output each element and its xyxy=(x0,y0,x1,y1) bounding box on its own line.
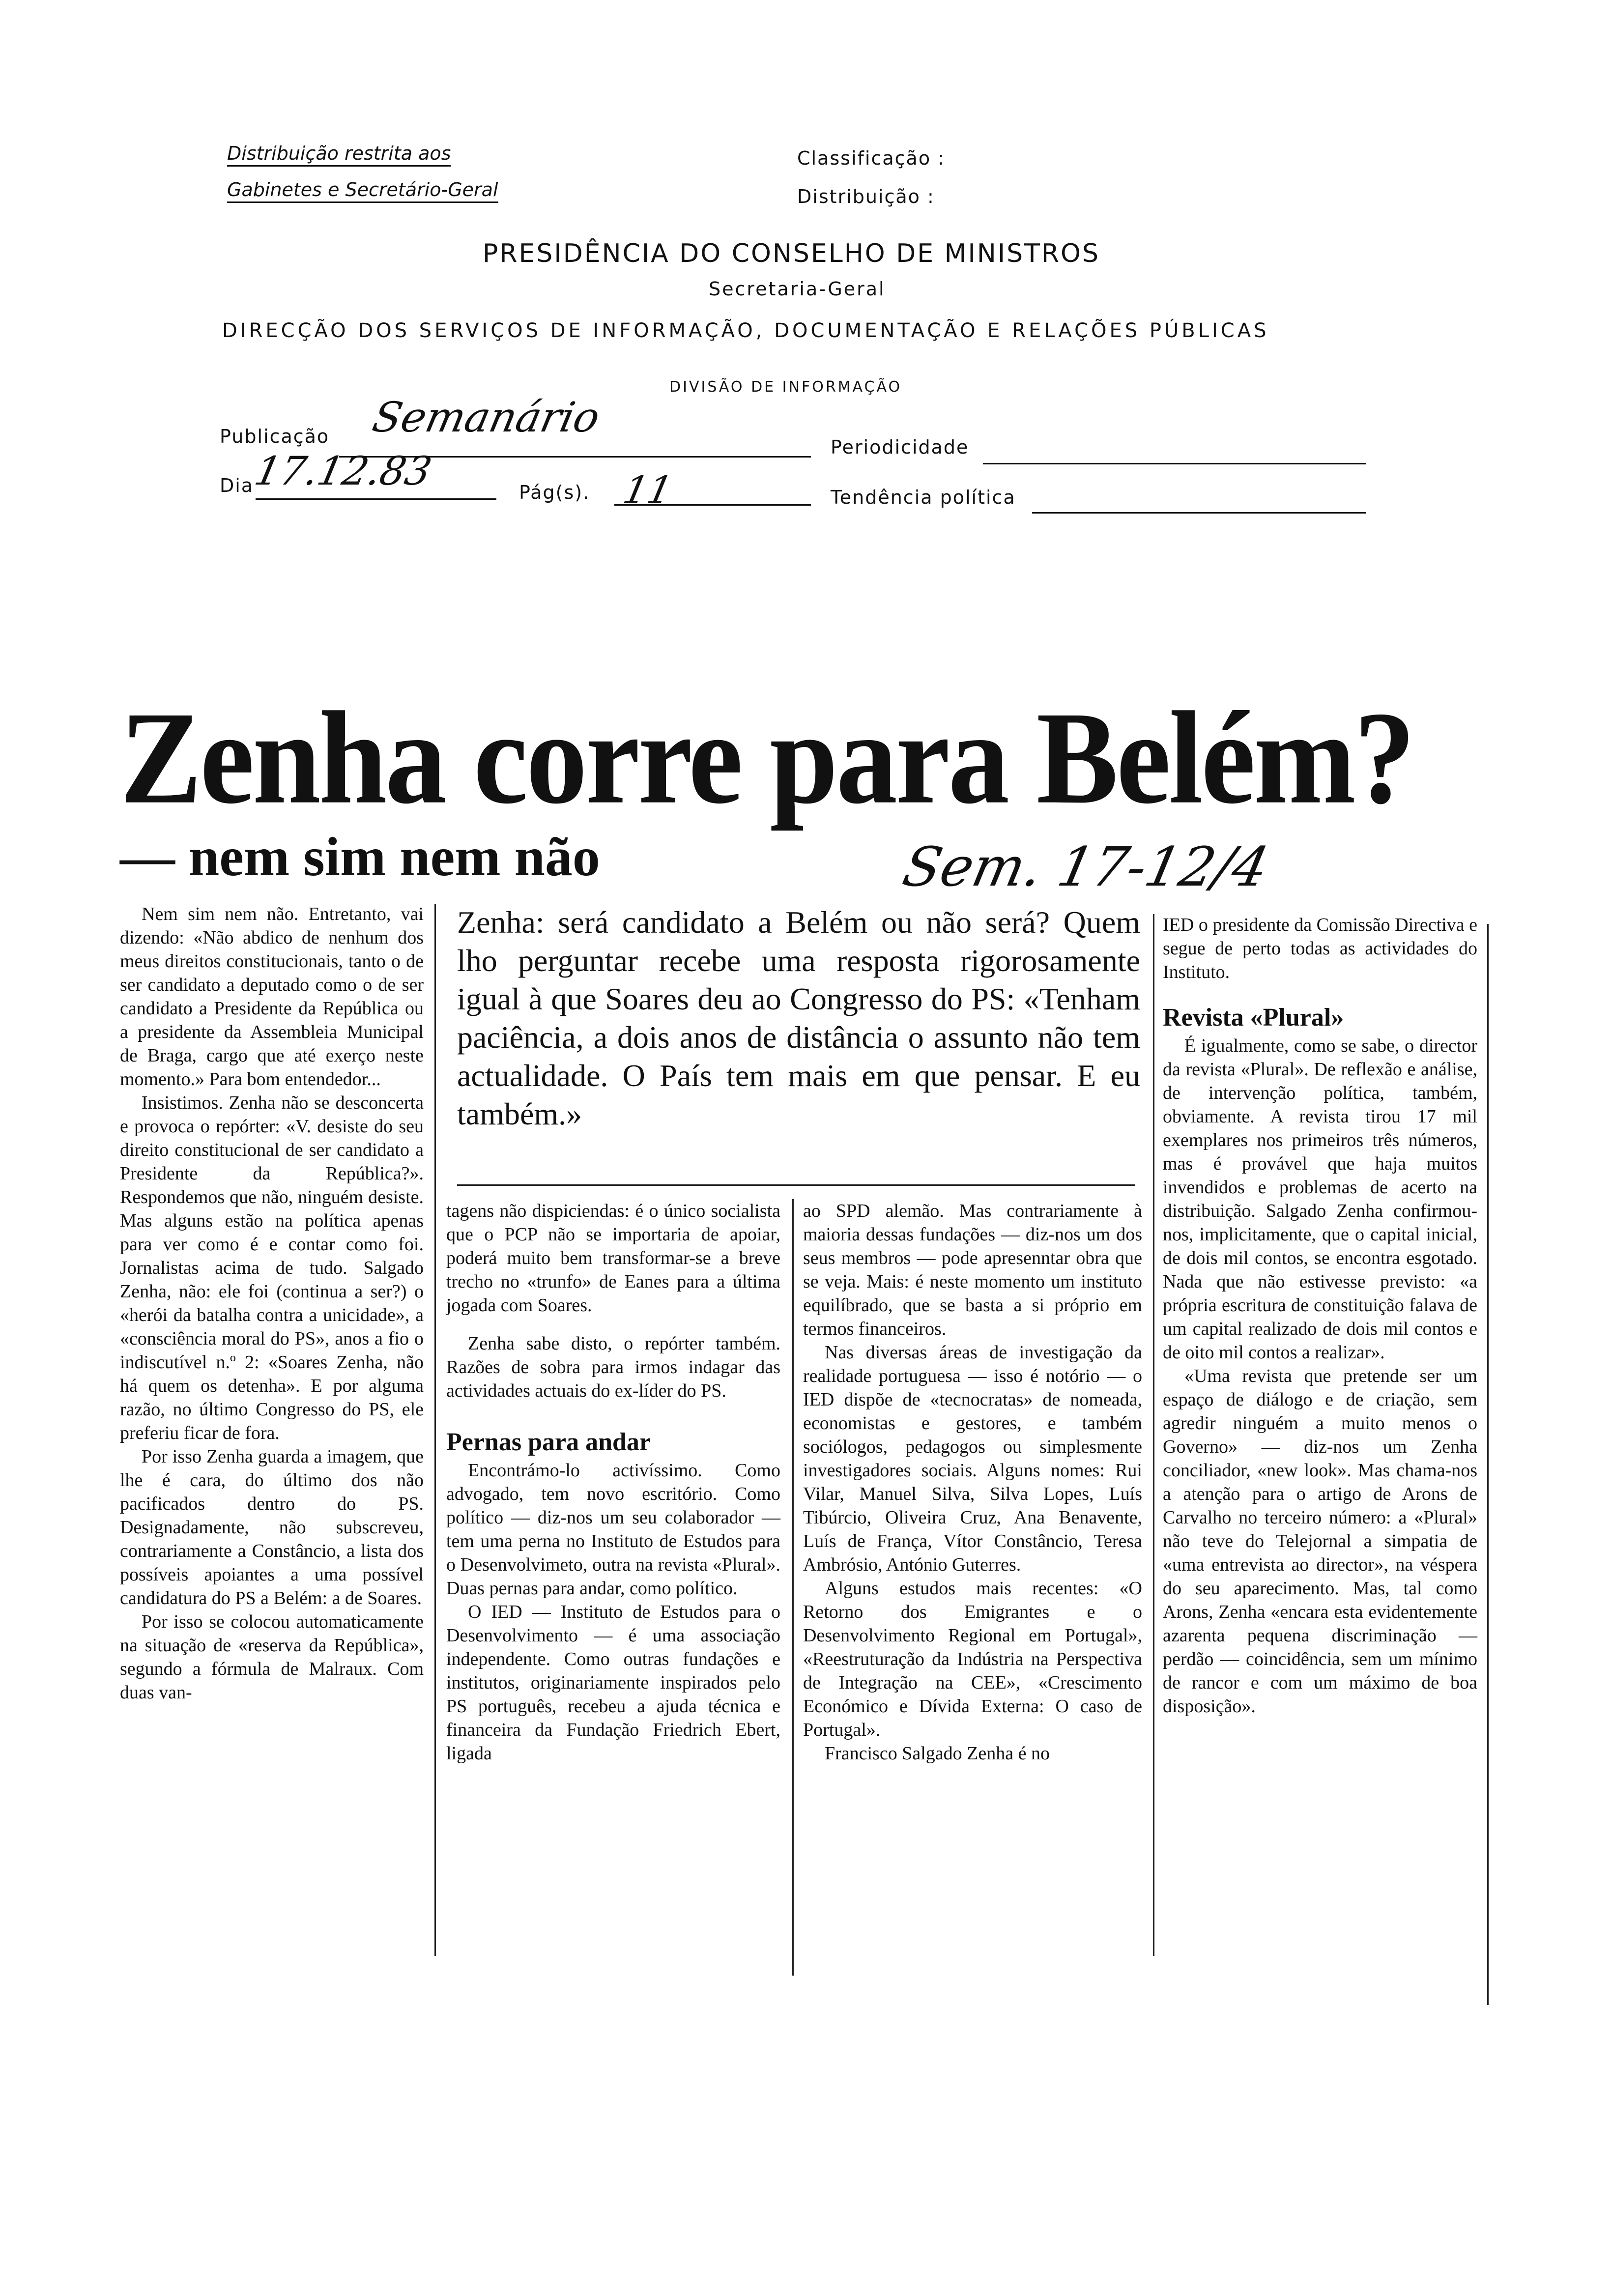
paragraph: Zenha sabe disto, o repórter também. Razões de sobra para irmos indagar das actividades actuais do ex-líder do PS. xyxy=(446,1333,780,1401)
direccao-line: DIRECÇÃO DOS SERVIÇOS DE INFORMAÇÃO, DOCUMENTAÇÃO E RELAÇÕES PÚBLICAS xyxy=(222,319,1269,342)
paragraph: Por isso Zenha guarda a imagem, que lhe é cara, do último dos não pacificados dentro do PS. Designadamente, não subscreveu, contrariamente a Constâncio, a lista dos possíveis apoiantes a uma possível candidatura do PS a Belém: a de Soares. xyxy=(120,1446,424,1608)
divisao-line: DIVISÃO DE INFORMAÇÃO xyxy=(669,378,902,396)
column-rule-2 xyxy=(792,1199,794,1976)
subheadline: — nem sim nem não xyxy=(120,827,600,888)
paragraph: tagens não dispiciendas: é o único socialista que o PCP não se importaria de apoiar, poderá muito bem transformar-se a breve trecho no «trunfo» de Eanes para a última jogada com Soares. xyxy=(446,1201,780,1316)
distribution-line-1: Distribuição restrita aos xyxy=(227,143,451,167)
paragraph: É igualmente, como se sabe, o director da revista «Plural». De reflexão e análise, de intervenção política, também, obviamente. A revista tirou 17 mil exemplares nos primeiros três números, mas é provável que haja muitos invendidos e problemas de acerto na distribuição. Salgado Zenha confirmou-nos, implicitamente, que o capital inicial, de dois mil contos, se encontra esgotado. Nada que não estivesse previsto: «a própria escritura de constituição falava de um capital realizado de dois mil contos e de oito mil contos a realizar». xyxy=(1163,1035,1477,1363)
tendencia-line xyxy=(1032,512,1366,514)
paragraph: «Uma revista que pretende ser um espaço de diálogo e de criação, sem agredir ninguém a muito menos o Governo» — diz-nos um Zenha conciliador, «new look». Mas chama-nos a atenção para o artigo de Arons de Carvalho no terceiro número: a «Plural» não teve do Telejornal a simpatia de «uma entrevista ao director», na véspera do seu aparecimento. Mas, tal como Arons, Zenha «encara esta evidentemente azarenta pequena discriminação — perdão — coincidência, sem um mínimo de rancor e com um máximo de boa disposição». xyxy=(1163,1366,1477,1717)
section-heading-pernas: Pernas para andar xyxy=(446,1428,651,1456)
article-column-1 xyxy=(120,902,424,1704)
pags-line xyxy=(614,504,811,506)
column-rule-right xyxy=(1487,924,1489,2005)
headline: Zenha corre para Belém? xyxy=(120,684,1413,832)
article-column-4 xyxy=(1163,913,1477,1718)
lead-bottom-rule xyxy=(457,1184,1135,1186)
article-lead: Zenha: será candidato a Belém ou não será? Quem lho perguntar recebe uma resposta rigorosamente igual à que Soares deu ao Congresso do PS: «Tenham paciência, a dois anos de distância o assunto não tem actualidade. O País tem mais em que pensar. E eu também.» xyxy=(457,905,1140,1131)
handwritten-note: Sem. 17-12/4 xyxy=(897,835,1274,898)
dia-line xyxy=(256,498,496,500)
article-column-2 xyxy=(446,1199,780,1765)
paragraph: O IED — Instituto de Estudos para o Desenvolvimento — é uma associação independente. Como outras fundações e institutos, originariamente inspirados pelo PS português, recebeu a ajuda técnica e financeira da Fundação Friedrich Ebert, ligada xyxy=(446,1602,780,1764)
column-rule-1 xyxy=(434,904,436,1956)
dia-label: Dia xyxy=(220,475,254,496)
column-rule-3 xyxy=(1153,914,1154,1956)
paragraph: Alguns estudos mais recentes: «O Retorno dos Emigrantes e o Desenvolvimento Regional em Portugal», «Reestruturação da Indústria na Perspectiva de Integração na CEE», «Crescimento Económico e Dívida Externa: O caso de Portugal». xyxy=(803,1578,1142,1740)
pags-label: Pág(s). xyxy=(519,482,590,503)
section-heading-plural: Revista «Plural» xyxy=(1163,1004,1344,1032)
publicacao-label: Publicação xyxy=(220,426,330,447)
paragraph: Francisco Salgado Zenha é no xyxy=(825,1743,1050,1764)
paragraph: IED o presidente da Comissão Directiva e segue de perto todas as actividades do Instituto. xyxy=(1163,915,1477,982)
org-subtitle: Secretaria-Geral xyxy=(709,278,886,300)
paragraph: ao SPD alemão. Mas contrariamente à maioria dessas fundações — diz-nos um dos seus membros — pode apresenntar obra que se veja. Mais: é neste momento um instituto equilíbrado, que se basta a si próprio em termos financeiros. xyxy=(803,1201,1142,1339)
pags-value: 11 xyxy=(619,468,677,512)
publicacao-value: Semanário xyxy=(368,393,604,441)
paragraph: Insistimos. Zenha não se desconcerta e provoca o repórter: «V. desiste do seu direito constitucional de ser candidato a Presidente da República?». Respondemos que não, ninguém desiste. Mas alguns estão na política apenas para ver como é e contar como foi. Jornalistas acima de tudo. Salgado Zenha, não: ele foi (continua a ser?) o «herói da batalha contra a unicidade», a «consciência moral do PS», anos a fio o indiscutível n.º 2: «Soares Zenha, não há quem os detenha». E por alguma razão, no último Congresso do PS, ele preferiu ficar de fora. xyxy=(120,1092,424,1443)
dia-value: 17.12.83 xyxy=(251,448,436,494)
distribuicao-label: Distribuição : xyxy=(797,186,935,207)
tendencia-label: Tendência política xyxy=(831,487,1016,508)
paragraph: Encontrámo-lo activíssimo. Como advogado, tem novo escritório. Como político — diz-nos um seu colaborador — tem uma perna no Instituto de Estudos para o Desenvolvimeto, outra na revista «Plural». Duas pernas para andar, como político. xyxy=(446,1460,780,1599)
article-column-3 xyxy=(803,1199,1142,1765)
paragraph: Nas diversas áreas de investigação da realidade portuguesa — isso é notório — o IED dispõe de «tecnocratas» de nomeada, economistas e gestores, e também sociólogos, pedagogos ou simplesmente investigadores sociais. Alguns nomes: Rui Vilar, Manuel Silva, Silva Lopes, Luís Tibúrcio, Oliveira Cruz, Ana Benavente, Luís de França, Vítor Constâncio, Teresa Ambrósio, António Guterres. xyxy=(803,1342,1142,1575)
org-title: PRESIDÊNCIA DO CONSELHO DE MINISTROS xyxy=(483,239,1100,268)
paragraph: Nem sim nem não. Entretanto, vai dizendo: «Não abdico de nenhum dos meus direitos constitucionais, tanto o de ser candidato a deputado como o de ser candidato a Presidente da República ou a presidente da Assembleia Municipal de Braga, cargo que até exerço neste momento.» Para bom entendedor... xyxy=(120,904,424,1090)
distribution-line-2: Gabinetes e Secretário-Geral xyxy=(227,179,498,203)
classificacao-label: Classificação : xyxy=(797,147,945,169)
periodicidade-line xyxy=(983,463,1366,464)
paragraph: Por isso se colocou automaticamente na situação de «reserva da República», segundo a fórmula de Malraux. Com duas van- xyxy=(120,1611,424,1703)
periodicidade-label: Periodicidade xyxy=(831,436,969,458)
